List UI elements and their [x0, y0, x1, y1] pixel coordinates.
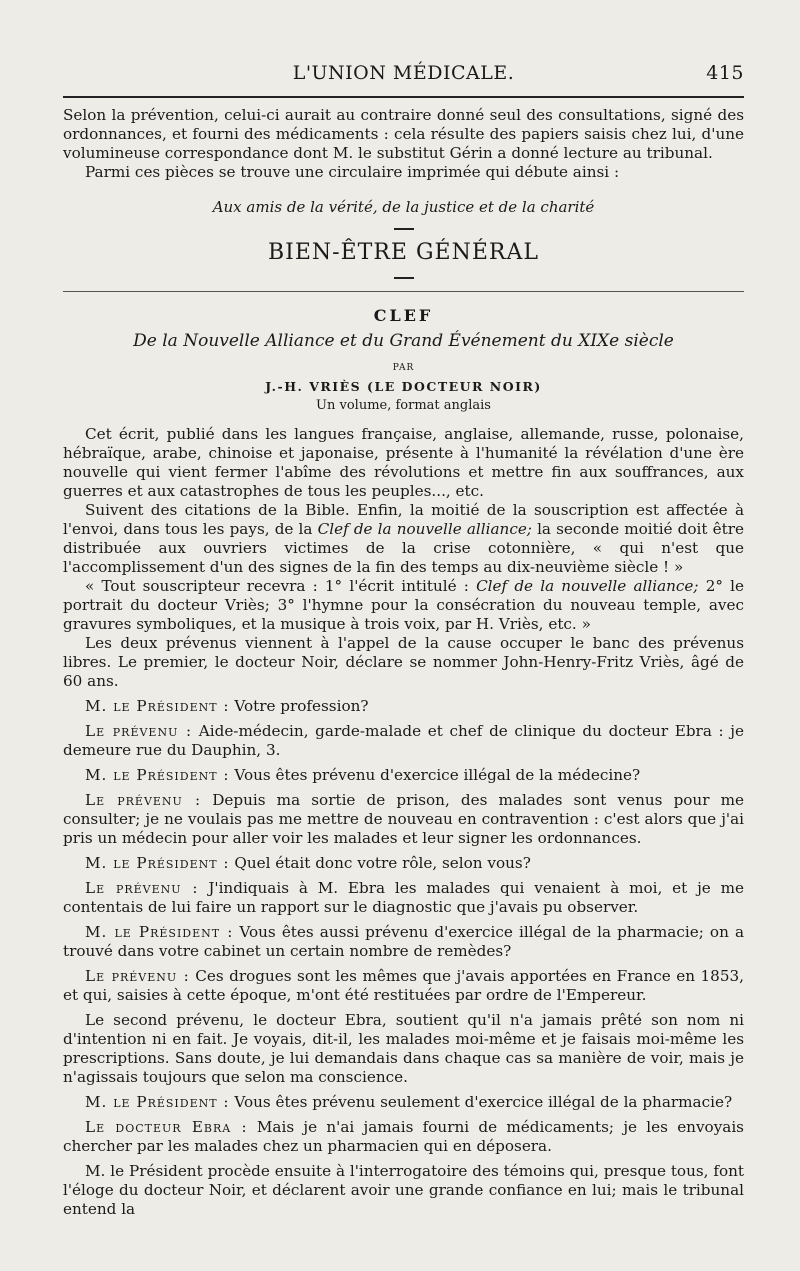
dialogue-line [63, 1093, 744, 1112]
par-label: PAR [392, 363, 415, 373]
speech: Aide-médecin, garde-malade et chef de clinique du docteur Ebra : je demeure rue du Dauphin, 3. [63, 722, 744, 759]
book-author: J.-H. VRIÈS (LE DOCTEUR NOIR) [265, 379, 542, 394]
book-format: Un volume, format anglais [316, 398, 491, 413]
speech: Quel était donc votre rôle, selon vous? [229, 854, 531, 872]
short-rule [394, 277, 414, 279]
dialogue-line [63, 923, 744, 961]
dialogue-section [63, 697, 744, 1005]
book-subtitle: De la Nouvelle Alliance et du Grand Événement du XIXe siècle [133, 331, 674, 351]
speech: Mais je n'ai jamais fourni de médicaments; je les envoyais chercher par les malades chez un pharmacien qui en déposera. [63, 1118, 744, 1155]
dialogue-line [63, 967, 744, 1005]
intro-paragraph: Selon la prévention, celui-ci aurait au contraire donné seul des consultations, signé des ordonnances, et fourni des médicaments : cela résulte des papiers saisis chez lui, d'une volumineuse correspondance dont M. le substitut Gérin a donné lecture au tribunal. [63, 106, 744, 162]
speech: Vous êtes prévenu seulement d'exercice illégal de la pharmacie? [229, 1093, 733, 1111]
speaker: M. le Président : [85, 923, 234, 941]
text-run: la seconde moitié doit être distribuée aux ouvriers victimes de la crise cotonnière, « qui n'est que l'accomplissement d'un des signes de la fin des temps au dix-neuvième siècle ! » [63, 520, 744, 576]
speaker: M. le Président : [85, 854, 230, 872]
speaker: Le prévenu : [85, 879, 199, 897]
speaker: M. le Président : [85, 1093, 230, 1111]
speech: Vous êtes aussi prévenu d'exercice illégal de la pharmacie; on a trouvé dans votre cabinet un certain nombre de remèdes? [63, 923, 744, 960]
dialogue-line [63, 766, 744, 785]
circular-paragraph: Cet écrit, publié dans les langues française, anglaise, allemande, russe, polonaise, hébraïque, arabe, chinoise et japonaise, présente à l'humanité la révélation d'une ère nouvelle qui vient fermer l'abîme des révolutions et mettre fin aux souffrances, aux guerres et aux catastrophes de tous les peuples..., etc. [63, 425, 744, 500]
speaker: M. le Président : [85, 697, 230, 715]
running-header [63, 62, 744, 96]
page-number: 415 [706, 62, 744, 84]
speech: Depuis ma sortie de prison, des malades sont venus pour me consulter; je ne voulais pas me mettre de nouveau en contravention : c'est alors que j'ai pris un médecin pour aller voir les malades et leur signer les ordonnances. [63, 791, 744, 847]
journal-title: L'UNION MÉDICALE. [292, 62, 515, 84]
speech: J'indiquais à M. Ebra les malades qui venaient à moi, et je me contentais de lui faire un rapport sur le diagnostic que j'avais pu observer. [63, 879, 744, 916]
circular-paragraph [63, 501, 744, 577]
section-title: BIEN-ÊTRE GÉNÉRAL [268, 240, 539, 265]
closing-paragraph: M. le Président procède ensuite à l'interrogatoire des témoins qui, presque tous, font l'éloge du docteur Noir, et déclarent avoir une grande confiance en lui; mais le tribunal entend la [63, 1162, 744, 1218]
dialogue-line [63, 697, 744, 716]
speaker: Le prévenu : [85, 722, 193, 740]
book-reference: Clef de la nouvelle alliance; [476, 577, 699, 595]
text-run: « Tout souscripteur recevra : 1° l'écrit intitulé : [85, 577, 477, 595]
circular-paragraph [63, 577, 744, 634]
circular-paragraph: Les deux prévenus viennent à l'appel de la cause occuper le banc des prévenus libres. Le premier, le docteur Noir, déclare se nommer John-Henry-Fritz Vriès, âgé de 60 ans. [63, 634, 744, 690]
header-rule [63, 96, 744, 98]
dialogue-line [63, 1118, 744, 1156]
short-rule [394, 228, 414, 230]
text-run: Suivent des citations de la Bible. Enfin, la moitié de la souscription est affectée à l'envoi, dans tous les pays, de la [63, 501, 744, 538]
speech: Ces drogues sont les mêmes que j'avais apportées en France en 1853, et qui, saisies à cette époque, m'ont été restituées par ordre de l'Empereur. [63, 967, 744, 1004]
speaker: Le docteur Ebra : [85, 1118, 248, 1136]
dialogue-line [63, 879, 744, 917]
text-run: 2° le portrait du docteur Vriès; 3° l'hymne pour la consécration du nouveau temple, avec gravures symboliques, et la musique à trois voix, par H. Vriès, etc. » [63, 577, 744, 633]
book-reference: Clef de la nouvelle alliance; [317, 520, 532, 538]
intro-paragraph-2: Parmi ces pièces se trouve une circulaire imprimée qui débute ainsi : [85, 163, 620, 181]
speaker: M. le Président : [85, 766, 230, 784]
speech: Vous êtes prévenu d'exercice illégal de la médecine? [229, 766, 641, 784]
dialogue-line [63, 791, 744, 848]
book-title: CLEF [373, 306, 434, 325]
second-defendant-paragraph: Le second prévenu, le docteur Ebra, soutient qu'il n'a jamais prêté son nom ni d'intention ni en fait. Je voyais, dit-il, les malades moi-même et je faisais moi-même les prescriptions. Sans doute, je lui demandais dans chaque cas sa manière de voir, mais je n'agissais toujours que selon ma conscience. [63, 1011, 744, 1086]
epigraph: Aux amis de la vérité, de la justice et de la charité [212, 198, 595, 216]
speaker: Le prévenu : [85, 791, 202, 809]
divider-rule [63, 291, 744, 292]
speaker: Le prévenu : [85, 967, 190, 985]
speech: Votre profession? [229, 697, 369, 715]
dialogue-line [63, 854, 744, 873]
dialogue-line [63, 722, 744, 760]
